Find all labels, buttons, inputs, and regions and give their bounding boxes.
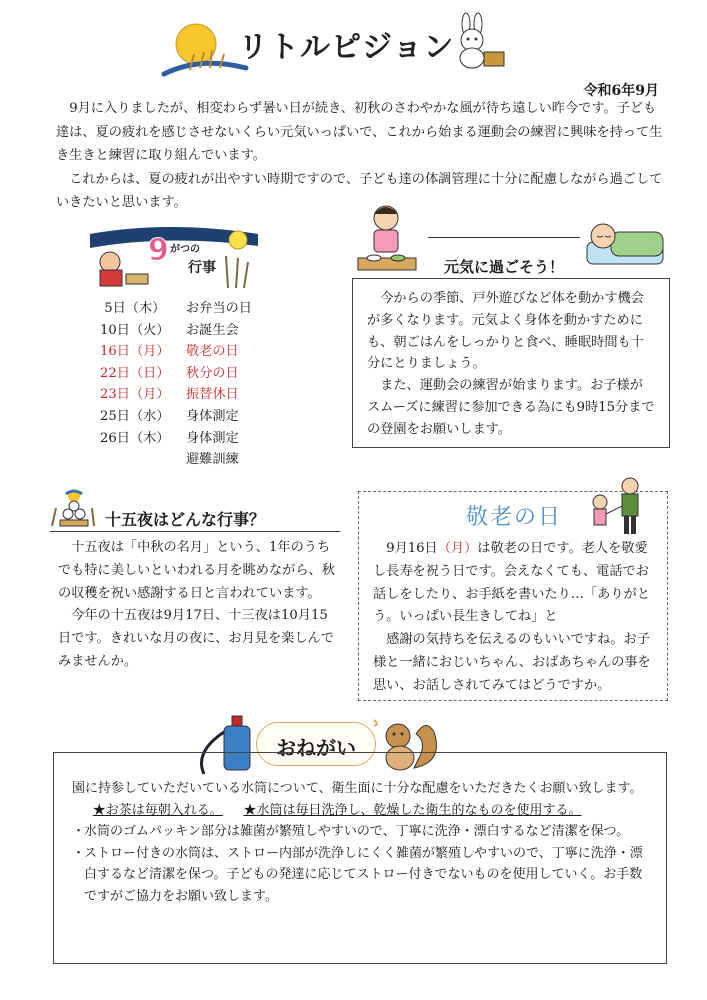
bullet-mark: ・ xyxy=(72,824,86,839)
moon-illustration xyxy=(160,18,250,80)
event-row xyxy=(100,428,252,450)
keiro-heading: 敬老の日 xyxy=(466,505,563,530)
events-banner-number: 9 xyxy=(148,233,169,268)
jugoya-paragraph: 今年の十五夜は9月17日、十三夜は10月15日です。きれいな月の夜に、お月見を楽しんでみませんか。 xyxy=(58,608,334,669)
jugoya-heading: 十五夜はどんな行事？ xyxy=(105,510,266,529)
intro-text xyxy=(56,97,668,215)
request-bullet-text: 水筒のゴムパッキン部分は雑菌が繁殖しやすいので、丁寧に洗浄・漂白するなど清潔を保つ。 xyxy=(84,824,630,839)
request-bullet xyxy=(72,821,652,843)
event-row-holiday xyxy=(100,363,252,385)
keiro-paragraph xyxy=(373,538,655,629)
health-box xyxy=(352,278,670,448)
jugoya-rule xyxy=(50,531,340,532)
health-heading: 元気に過ごそう！ xyxy=(444,258,565,276)
jugoya-paragraph: 十五夜は「中秋の名月」という、1年のうちでも特に美しいといわれる月を眺めながら、秋の収穫を祝い感謝する日と言われています。 xyxy=(58,540,335,601)
request-heading: おねがい xyxy=(276,736,356,760)
event-label: 身体測定 xyxy=(186,430,239,446)
tsukimi-dango-icon xyxy=(46,486,102,530)
event-date: 26日（木） xyxy=(100,430,170,446)
events-banner-small: がつの xyxy=(170,244,200,255)
event-label: お誕生会 xyxy=(186,322,239,338)
issue-date: 令和6年9月 xyxy=(583,83,659,99)
intro-paragraph: これからは、夏の疲れが出やすい時期ですので、子ども達の体調管理に十分に配慮しながら過ごしていきたいと思います。 xyxy=(56,171,663,210)
events-list xyxy=(100,298,252,471)
rabbit-illustration xyxy=(448,12,508,72)
event-row xyxy=(100,320,252,342)
intro-paragraph: 9月に入りましたが、相変わらず暑い日が続き、初秋のさわやかな風が待ち遠しい昨今です。子ども達は、夏の疲れを感じさせないくらい元気いっぱいで、これから始まる運動会の練習に興味を持って生き生きと練習に取り組んでいます。 xyxy=(56,101,663,163)
event-date: 22日（日） xyxy=(100,365,170,381)
event-row xyxy=(100,449,252,471)
event-date xyxy=(100,449,186,471)
request-rule-tea: ★お茶は毎朝入れる。 xyxy=(92,802,223,818)
event-label: 秋分の日 xyxy=(186,365,239,381)
event-row xyxy=(100,298,252,320)
bullet-mark: ・ xyxy=(72,845,86,861)
event-label: 敬老の日 xyxy=(186,344,239,360)
event-row-holiday xyxy=(100,341,252,363)
request-rule-wash: ★水筒は毎日洗浄し、乾燥した衛生的なものを使用する。 xyxy=(243,802,582,818)
newsletter-title: リトルピジョン xyxy=(238,30,455,65)
sleeping-child-illustration xyxy=(581,206,667,270)
child-eating-illustration xyxy=(356,200,418,274)
event-date: 23日（月） xyxy=(100,387,170,403)
events-banner-text: 行事 xyxy=(188,260,216,276)
event-label: 振替休日 xyxy=(186,387,239,403)
request-rules xyxy=(72,800,652,822)
request-bullet xyxy=(72,843,652,908)
event-label: 身体測定 xyxy=(186,408,239,424)
events-banner-illustration xyxy=(88,212,263,290)
divider-line xyxy=(428,237,580,238)
keiro-weekday: （月） xyxy=(437,541,478,556)
jugoya-text xyxy=(58,537,336,674)
keiro-text: は敬老の日です。老人を敬愛し長寿を祝う日です。会えなくても、電話でお話しをしたり、お手紙を書いたり…「ありがとう。いっぱい長生きしてね」と xyxy=(373,541,650,625)
keiro-paragraph: 感謝の気持ちを伝えるのもいいですね。お子様と一緒におじいちゃん、おばあちゃんの事を思い、お話しされてみてはどうですか。 xyxy=(373,632,651,693)
event-date: 25日（水） xyxy=(100,408,170,424)
event-label: お弁当の日 xyxy=(186,301,252,316)
event-date: 5日（木） xyxy=(100,301,166,316)
keiro-date: 9月16日 xyxy=(386,541,438,556)
request-bullet-text: ストロー付きの水筒は、ストロー内部が洗浄しにくく雑菌が繁殖しやすいので、丁寧に洗浄・漂白するなど清潔を保つ。子どもの発達に応じてストロー付きでないものを使用していく。お手数ですがご協力をお願い致します。 xyxy=(84,845,643,904)
event-row xyxy=(100,406,252,428)
event-date: 16日（月） xyxy=(100,344,170,360)
health-paragraph: また、運動会の練習が始まります。お子様がスムーズに練習に参加できる為にも9時15分までの登園をお願いします。 xyxy=(367,378,655,437)
event-date: 10日（火） xyxy=(100,322,170,338)
request-box xyxy=(53,752,667,964)
event-label: 避難訓練 xyxy=(186,452,239,468)
health-paragraph: 今からの季節、戸外遊びなど体を動かす機会が多くなります。元気よく身体を動かすためにも、朝ごはんをしっかりと食べ、睡眠時間も十分にとりましょう。 xyxy=(367,291,644,372)
event-row-holiday xyxy=(100,384,252,406)
grandparent-child-illustration xyxy=(578,476,648,538)
request-intro: 園に持参していただいている水筒について、衛生面に十分な配慮をいただきたくお願い致します。 xyxy=(72,781,643,796)
